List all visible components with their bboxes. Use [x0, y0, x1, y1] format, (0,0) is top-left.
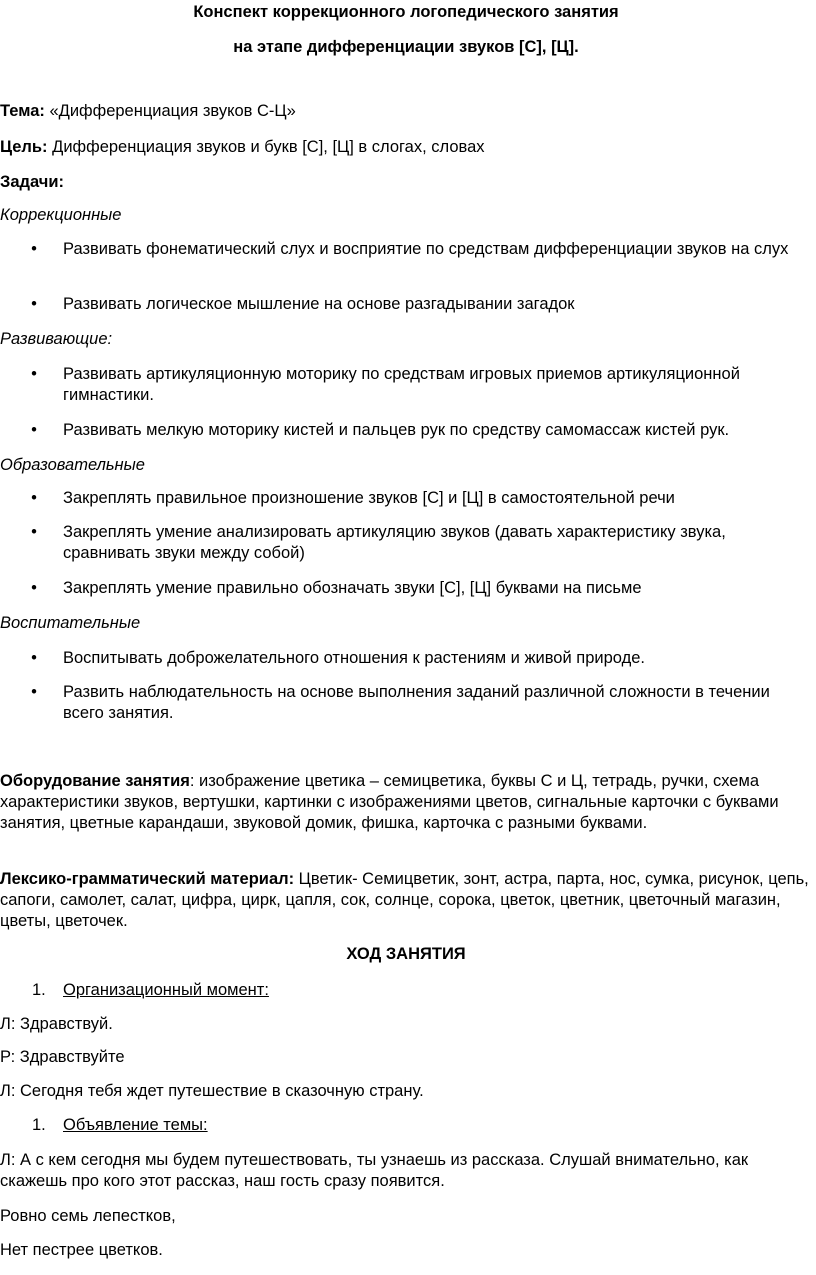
goal-paragraph	[0, 137, 812, 158]
lexical-text: Цветик- Семицветик, зонт, астра, парта, нос, сумка, рисунок, цепь, сапоги, самолет, салат, цифра, цирк, цапля, сок, солнце, сорока, цветок, цветник, цветочный магазин, цветы, цветочек.	[0, 870, 809, 930]
bullet-icon: •	[31, 579, 37, 597]
tasks-group-heading: Воспитательные	[0, 614, 141, 632]
bullet-icon: •	[31, 421, 37, 439]
list-item-text: Закреплять умение анализировать артикуляцию звуков (давать характеристику звука, сравнивать звуки между собой)	[63, 523, 726, 562]
bullet-icon: •	[31, 523, 37, 541]
dialog-line: Р: Здравствуйте	[0, 1048, 125, 1066]
equipment-paragraph	[0, 771, 812, 834]
topic-paragraph	[0, 101, 812, 122]
dialog-line: Л: Сегодня тебя ждет путешествие в сказочную страну.	[0, 1082, 424, 1100]
topic-text: «Дифференциация звуков С-Ц»	[44, 102, 296, 120]
step-number: 1.	[32, 1116, 46, 1134]
list-item-text: Закреплять умение правильно обозначать звуки [С], [Ц] буквами на письме	[63, 579, 642, 597]
doc-title-line2: на этапе дифференциации звуков [С], [Ц].	[233, 38, 579, 56]
bullet-icon: •	[31, 489, 37, 507]
dialog-line: Л: А с кем сегодня мы будем путешествовать, ты узнаешь из рассказа. Слушай внимательно, как скажешь про кого этот рассказ, наш гость сразу появится.	[0, 1151, 749, 1190]
tasks-label: Задачи:	[0, 173, 64, 191]
list-item-text: Развивать логическое мышление на основе разгадывании загадок	[63, 295, 575, 313]
lesson-heading: ХОД ЗАНЯТИЯ	[346, 945, 466, 963]
list-item-text: Воспитывать доброжелательного отношения к растениям и живой природе.	[63, 649, 645, 667]
step-title: Организационный момент:	[63, 981, 269, 999]
list-item-text: Закреплять правильное произношение звуков [С] и [Ц] в самостоятельной речи	[63, 489, 675, 507]
equipment-text: : изображение цветика – семицветика, буквы С и Ц, тетрадь, ручки, схема характеристики звуков, вертушки, картинки с изображениями цветов, сигнальные карточки с буквами занятия, цветные карандаши, звуковой домик, фишка, карточка с разными буквами.	[0, 772, 779, 832]
lexical-paragraph	[0, 869, 812, 932]
tasks-group-heading: Развивающие:	[0, 330, 113, 348]
topic-label: Тема:	[0, 102, 45, 120]
goal-label: Цель:	[0, 138, 48, 156]
lexical-label: Лексико-грамматический материал:	[0, 870, 295, 888]
bullet-icon: •	[31, 365, 37, 383]
tasks-group-heading: Коррекционные	[0, 206, 122, 224]
list-item-text: Развивать мелкую моторику кистей и пальцев рук по средству самомассаж кистей рук.	[63, 421, 730, 439]
list-item-text: Развивать артикуляционную моторику по средствам игровых приемов артикуляционной гимнастики.	[63, 365, 740, 404]
step-number: 1.	[32, 981, 46, 999]
step-title: Объявление темы:	[63, 1116, 208, 1134]
tasks-group-heading: Образовательные	[0, 456, 145, 474]
bullet-icon: •	[31, 649, 37, 667]
goal-text: Дифференциация звуков и букв [С], [Ц] в слогах, словах	[47, 138, 485, 156]
list-item-text: Развивать фонематический слух и восприятие по средствам дифференциации звуков на слух	[63, 240, 789, 258]
bullet-icon: •	[31, 683, 37, 701]
dialog-line: Нет пестрее цветков.	[0, 1241, 163, 1259]
dialog-line: Ровно семь лепестков,	[0, 1207, 176, 1225]
bullet-icon: •	[31, 295, 37, 313]
dialog-line: Л: Здравствуй.	[0, 1015, 113, 1033]
bullet-icon: •	[31, 240, 37, 258]
doc-title-line1: Конспект коррекционного логопедического занятия	[193, 3, 619, 21]
equipment-label: Оборудование занятия	[0, 772, 190, 790]
list-item-text: Развить наблюдательность на основе выполнения заданий различной сложности в течении всего занятия.	[63, 683, 770, 722]
